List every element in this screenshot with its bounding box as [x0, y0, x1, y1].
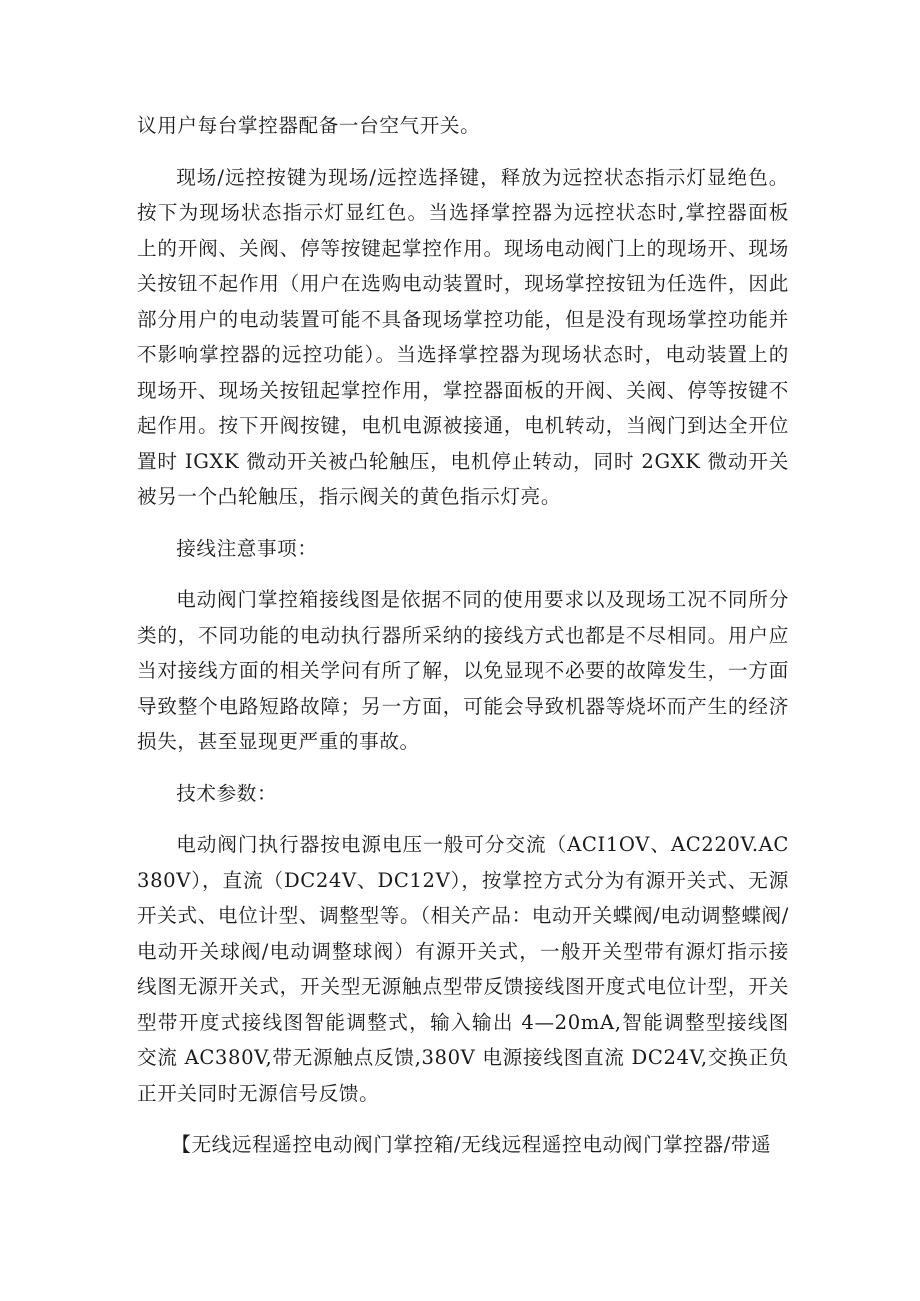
paragraph-continuation: 议用户每台掌控器配备一台空气开关。: [137, 114, 481, 137]
paragraph-technical-parameters: 电动阀门执行器按电源电压一般可分交流（ACI1OV、AC220V.AC380V），直流（DC24V、DC12V），按掌控方式分为有源开关式、无源开关式、电位计型、调整型等。（相关产品：电动开关蝶阀/电动调整蝶阀/电动开关球阀/电动调整球阀）有源开关式，一般开关型带有源灯指示接线图无源开关式，开关型无源触点型带反馈接线图开度式电位计型，开关型带开度式接线图智能调整式，输入输出 4—20mA,智能调整型接线图交流 AC380V,带无源触点反馈,380V 电源接线图直流 DC24V,交换正负正开关同时无源信号反馈。: [137, 833, 789, 1105]
heading-technical-parameters: 技术参数：: [176, 781, 278, 805]
paragraph-remote-local-switch: 现场/远控按键为现场/远控选择键，释放为远控状态指示灯显绝色。按下为现场状态指示灯显红色。当选择掌控器为远控状态时,掌控器面板上的开阀、关阀、停等按键起掌控作用。现场电动阀门上的现场开、现场关按钮不起作用（用户在选购电动装置时，现场掌控按钮为任选件，因此部分用户的电动装置可能不具备现场掌控功能，但是没有现场掌控功能并不影响掌控器的远控功能）。当选择掌控器为现场状态时，电动装置上的现场开、现场关按钮起掌控作用，掌控器面板的开阀、关阀、停等按键不起作用。按下开阀按键，电机电源被接通，电机转动，当阀门到达全开位置时 IGXK 微动开关被凸轮触压，电机停止转动，同时 2GXK 微动开关被另一个凸轮触压，指示阀关的黄色指示灯亮。: [137, 165, 789, 508]
paragraph-wiring-notes: 电动阀门掌控箱接线图是依据不同的使用要求以及现场工况不同所分类的，不同功能的电动执行器所采纳的接线方式也都是不尽相同。用户应当对接线方面的相关学问有所了解，以免显现不必要的故障发生，一方面导致整个电路短路故障；另一方面，可能会导致机器等烧坏而产生的经济损失，甚至显现更严重的事故。: [137, 588, 789, 753]
paragraph-wireless-remote-title: 【无线远程遥控电动阀门掌控箱/无线远程遥控电动阀门掌控器/带遥: [171, 1133, 772, 1156]
document-body: [137, 108, 789, 1163]
heading-wiring-notes: 接线注意事项：: [176, 536, 318, 560]
